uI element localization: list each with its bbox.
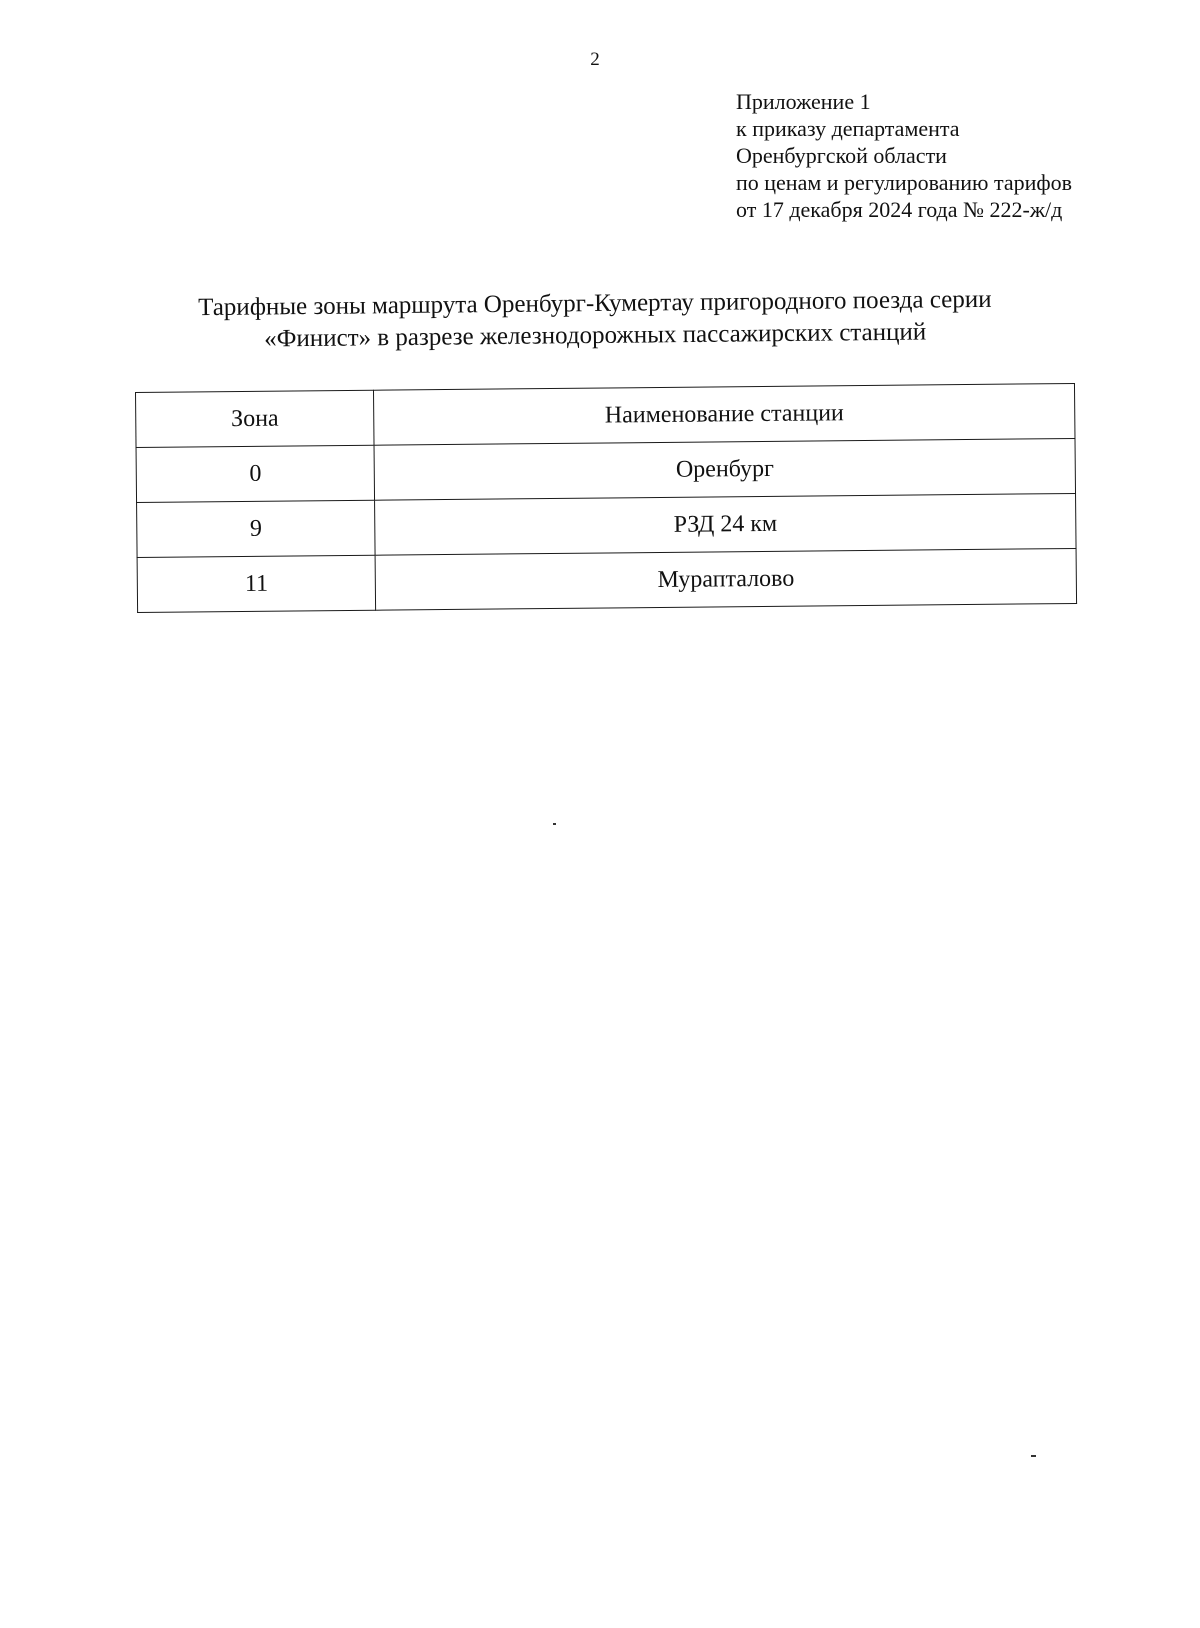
cell-zone: 9 [137,500,376,557]
cell-zone: 11 [137,555,376,612]
table-header-row [136,383,1075,447]
cell-zone: 0 [136,445,375,502]
annex-line: Приложение 1 [736,89,871,114]
zones-table-wrapper [135,383,1077,613]
annex-line: от 17 декабря 2024 года № 222-ж/д [736,197,1063,222]
scan-speck [553,823,556,825]
scan-speck [1031,1455,1036,1457]
annex-line: по ценам и регулированию тарифов [736,170,1073,195]
table-row [137,548,1076,612]
header-station: Наименование станции [374,383,1075,445]
title-line-2: «Финист» в разрезе железнодорожных пассажирских станций [263,318,927,353]
annex-block [736,88,1072,223]
table-row [136,438,1075,502]
header-zone: Зона [136,390,375,447]
cell-station: РЗД 24 км [375,493,1076,555]
document-title [120,283,1071,357]
annex-line: к приказу департамента [736,116,960,141]
cell-station: Мурапталово [375,548,1076,610]
cell-station: Оренбург [374,438,1075,500]
table-row [137,493,1076,557]
annex-line: Оренбургской области [736,143,947,168]
zones-table [135,383,1077,613]
title-line-1: Тарифные зоны маршрута Оренбург-Кумертау пригородного поезда серии [197,285,992,322]
page-number: 2 [590,49,600,70]
